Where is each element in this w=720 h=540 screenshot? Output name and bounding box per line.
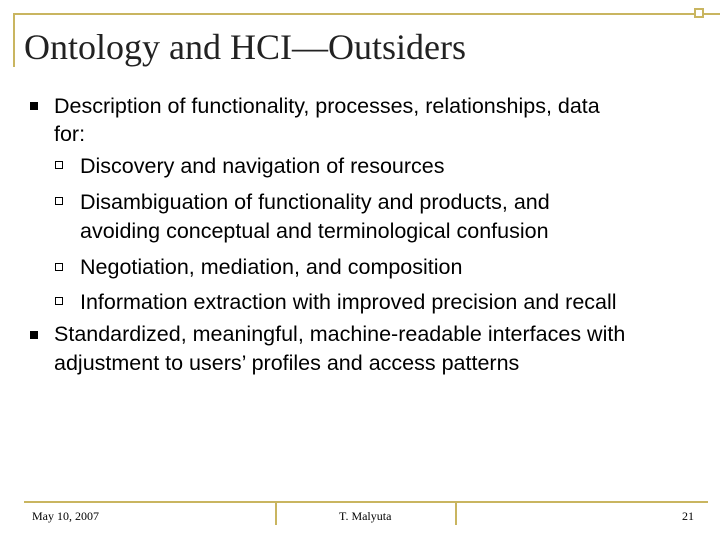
sub-item-text: Information extraction with improved precision and recall [80,290,617,314]
bullet-marker [30,331,38,339]
footer-divider [455,501,457,525]
footer-divider [275,501,277,525]
corner-square-decoration [694,8,704,18]
sub-item-text: Negotiation, mediation, and composition [80,255,463,279]
bullet-text: for: [54,122,86,146]
footer-author: T. Malyuta [339,509,392,523]
sub-item-text: avoiding conceptual and terminological confusion [80,219,549,243]
bullet-marker [30,102,38,110]
sub-bullet-marker [55,263,63,271]
bullet-text: Description of functionality, processes, relationships, data [54,94,600,118]
sub-item-text: Disambiguation of functionality and products, and [80,190,550,214]
footer-date: May 10, 2007 [32,509,99,523]
sub-bullet-marker [55,297,63,305]
sub-bullet-marker [55,161,63,169]
bullet-text: Standardized, meaningful, machine-readable interfaces with [54,322,626,346]
bullet-text: adjustment to users’ profiles and access patterns [54,351,520,375]
slide-title: Ontology and HCI—Outsiders [24,27,466,67]
page-number: 21 [682,509,694,523]
sub-bullet-marker [55,197,63,205]
sub-item-text: Discovery and navigation of resources [80,154,445,178]
footer-rule [24,501,708,503]
